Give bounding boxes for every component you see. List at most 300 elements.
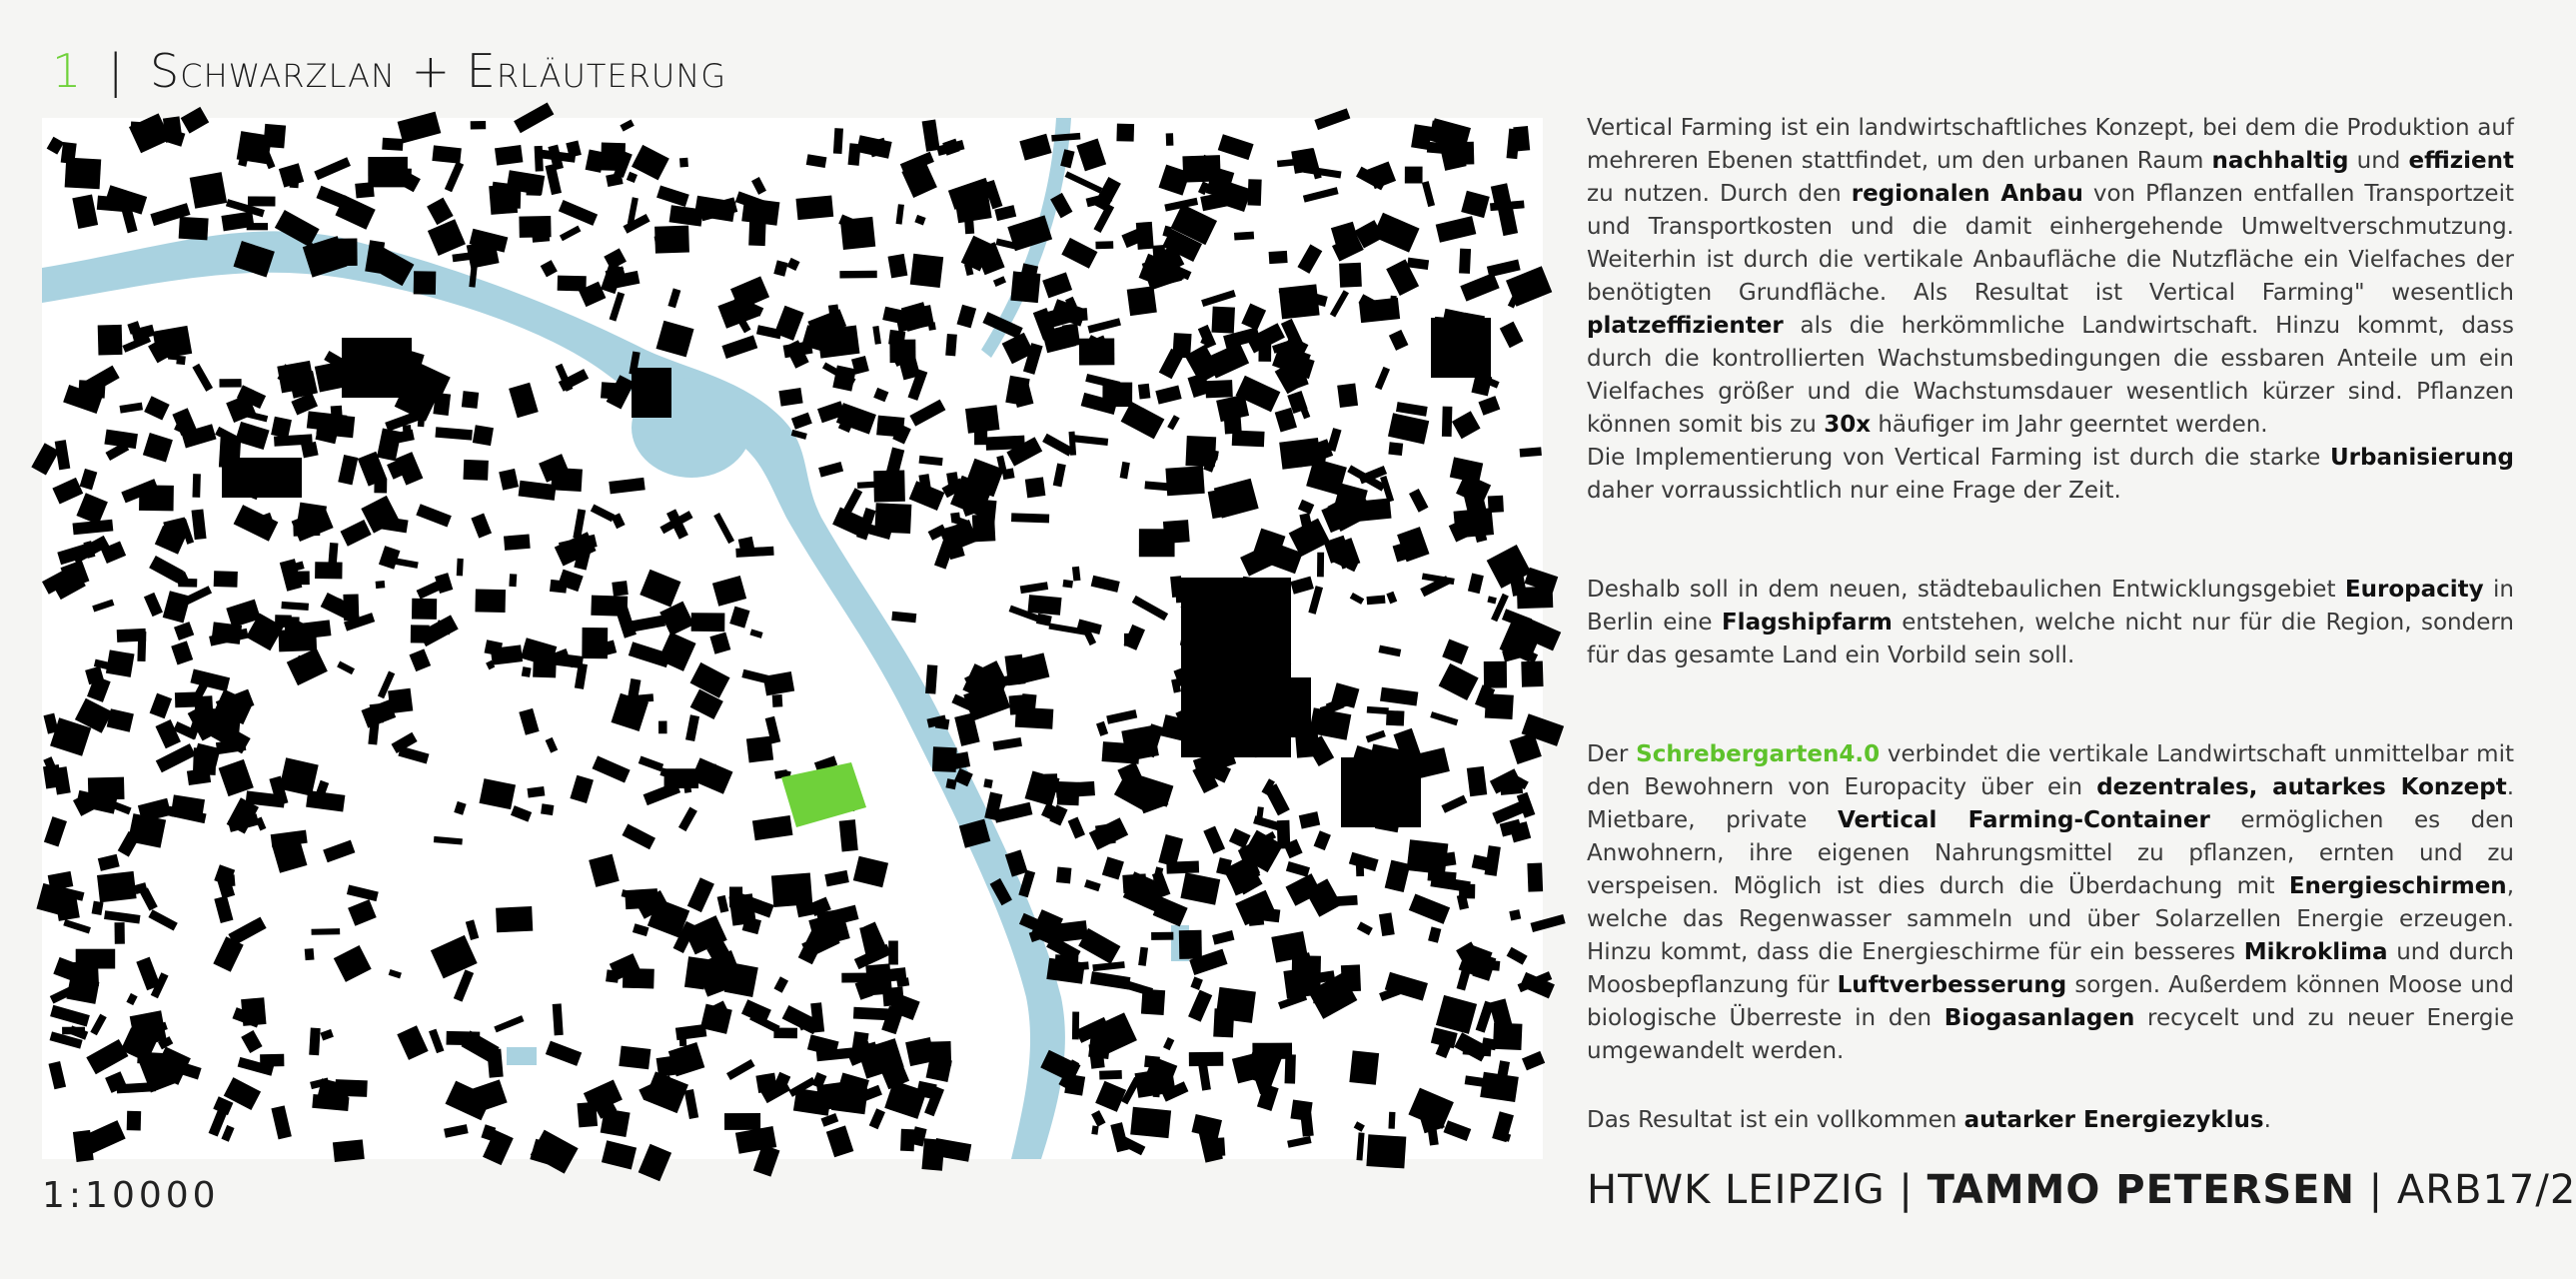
building bbox=[1122, 873, 1146, 893]
building bbox=[491, 182, 521, 206]
building bbox=[606, 969, 619, 982]
building bbox=[305, 948, 315, 960]
building bbox=[1057, 781, 1080, 805]
building bbox=[865, 963, 892, 995]
building bbox=[171, 640, 193, 664]
building bbox=[1189, 1052, 1224, 1066]
building bbox=[1407, 258, 1429, 270]
building bbox=[717, 895, 729, 913]
building bbox=[496, 906, 533, 932]
building bbox=[806, 154, 827, 168]
building bbox=[297, 503, 327, 530]
building bbox=[749, 630, 762, 639]
page-title bbox=[52, 44, 726, 98]
building bbox=[560, 226, 582, 242]
building bbox=[124, 633, 135, 641]
building bbox=[509, 383, 539, 419]
building bbox=[1234, 232, 1254, 241]
building bbox=[454, 801, 466, 815]
building bbox=[685, 924, 700, 932]
building bbox=[839, 271, 876, 279]
building bbox=[601, 143, 626, 172]
large-building bbox=[1431, 318, 1491, 378]
building bbox=[1201, 290, 1236, 307]
building bbox=[1314, 108, 1350, 130]
building bbox=[1106, 709, 1137, 724]
building bbox=[1308, 586, 1323, 615]
building bbox=[98, 854, 120, 871]
building bbox=[148, 909, 177, 930]
map-svg bbox=[42, 118, 1543, 1159]
building bbox=[1357, 921, 1373, 935]
building bbox=[721, 335, 757, 359]
building bbox=[1061, 238, 1097, 269]
building bbox=[771, 872, 812, 907]
building bbox=[1120, 462, 1130, 479]
building bbox=[786, 258, 799, 271]
building bbox=[1484, 661, 1507, 688]
building bbox=[690, 662, 730, 698]
building bbox=[748, 221, 765, 246]
building bbox=[1366, 730, 1386, 743]
building bbox=[1124, 634, 1137, 646]
page-title-text: Schwarzlan + Erläuterung bbox=[150, 44, 727, 98]
building bbox=[654, 226, 689, 254]
building bbox=[993, 276, 1006, 287]
building bbox=[106, 649, 135, 676]
building bbox=[348, 899, 377, 926]
building bbox=[192, 509, 207, 540]
building bbox=[528, 786, 546, 798]
building bbox=[234, 505, 279, 542]
building bbox=[1102, 383, 1132, 408]
building bbox=[1188, 990, 1212, 1022]
building bbox=[1203, 826, 1225, 854]
building bbox=[546, 1041, 582, 1066]
building bbox=[120, 403, 144, 414]
building bbox=[137, 632, 146, 661]
building bbox=[1166, 861, 1199, 874]
building bbox=[499, 469, 519, 491]
building bbox=[1151, 932, 1173, 940]
building bbox=[214, 571, 238, 587]
building bbox=[192, 364, 213, 392]
building bbox=[925, 664, 937, 693]
building bbox=[609, 478, 644, 495]
building bbox=[712, 576, 746, 607]
building bbox=[1269, 251, 1288, 264]
building bbox=[97, 871, 137, 902]
building bbox=[541, 803, 554, 815]
building bbox=[494, 1015, 524, 1032]
building bbox=[675, 1024, 706, 1040]
building bbox=[1179, 930, 1202, 959]
building bbox=[622, 824, 655, 850]
building bbox=[1074, 435, 1109, 446]
building bbox=[945, 334, 957, 356]
building bbox=[271, 830, 308, 848]
building bbox=[709, 633, 730, 654]
building bbox=[1379, 912, 1395, 936]
large-building bbox=[1231, 677, 1311, 737]
building bbox=[247, 223, 268, 230]
building bbox=[591, 505, 616, 523]
building bbox=[163, 591, 191, 623]
building bbox=[606, 173, 623, 187]
building bbox=[389, 969, 402, 978]
building bbox=[582, 628, 608, 658]
building bbox=[601, 1108, 631, 1137]
building bbox=[1287, 1136, 1311, 1148]
description-text bbox=[1587, 112, 2514, 1137]
building bbox=[1428, 1128, 1439, 1145]
footer-separator: | bbox=[1899, 1167, 1914, 1213]
footer-credits bbox=[1587, 1167, 2576, 1213]
building bbox=[1102, 856, 1124, 879]
building bbox=[219, 759, 254, 796]
building bbox=[519, 481, 557, 501]
building bbox=[1095, 1081, 1126, 1112]
building bbox=[678, 807, 697, 832]
building bbox=[334, 945, 372, 982]
building bbox=[531, 1130, 579, 1174]
building bbox=[49, 1061, 67, 1089]
building bbox=[471, 121, 487, 130]
building bbox=[1020, 582, 1048, 594]
building bbox=[427, 198, 454, 226]
building bbox=[1090, 971, 1130, 989]
building bbox=[778, 388, 802, 407]
building bbox=[1350, 593, 1364, 605]
building bbox=[1084, 879, 1101, 891]
building bbox=[1299, 811, 1320, 828]
building bbox=[659, 602, 694, 637]
building bbox=[888, 330, 905, 346]
building bbox=[1442, 407, 1452, 437]
building bbox=[150, 693, 172, 719]
building bbox=[773, 976, 788, 992]
building bbox=[220, 379, 242, 388]
building bbox=[1407, 839, 1449, 874]
paragraph-4: Das Resultat ist ein vollkommen autarker Energiezyklus. bbox=[1587, 1107, 2271, 1133]
building bbox=[1492, 800, 1526, 824]
building bbox=[1259, 907, 1280, 922]
building bbox=[179, 217, 209, 240]
building bbox=[1088, 1032, 1111, 1059]
building bbox=[853, 856, 888, 887]
building bbox=[398, 746, 429, 764]
building bbox=[144, 396, 170, 420]
building bbox=[972, 514, 996, 542]
building bbox=[1087, 318, 1121, 333]
building bbox=[919, 456, 943, 466]
building bbox=[1479, 396, 1501, 416]
building bbox=[1459, 249, 1471, 274]
building bbox=[153, 326, 193, 360]
building bbox=[314, 157, 351, 180]
building bbox=[445, 162, 464, 193]
building bbox=[1095, 241, 1113, 249]
building bbox=[174, 622, 194, 640]
building bbox=[1062, 580, 1073, 589]
building bbox=[1389, 330, 1409, 351]
building bbox=[1138, 947, 1148, 966]
building bbox=[279, 757, 318, 795]
building bbox=[403, 425, 412, 432]
building bbox=[412, 599, 437, 620]
building bbox=[471, 514, 492, 539]
building bbox=[434, 836, 463, 845]
building bbox=[891, 612, 916, 624]
building bbox=[993, 737, 1022, 750]
building bbox=[1485, 845, 1501, 876]
building bbox=[746, 736, 773, 763]
building bbox=[1442, 640, 1469, 665]
building bbox=[1359, 298, 1400, 323]
building bbox=[1198, 1063, 1211, 1091]
small-pool bbox=[507, 1047, 537, 1065]
building bbox=[1487, 545, 1532, 589]
building bbox=[127, 1111, 142, 1131]
building bbox=[824, 870, 849, 886]
building bbox=[856, 135, 892, 159]
building bbox=[341, 520, 372, 547]
building bbox=[932, 746, 957, 772]
building bbox=[1457, 965, 1472, 991]
building bbox=[639, 756, 663, 772]
building-blocks bbox=[31, 102, 1565, 1181]
building bbox=[619, 1046, 650, 1070]
building bbox=[55, 440, 71, 470]
building bbox=[241, 1030, 262, 1053]
building bbox=[633, 923, 649, 936]
building bbox=[1116, 124, 1134, 142]
building bbox=[1241, 304, 1266, 331]
building bbox=[1521, 661, 1543, 687]
building bbox=[1265, 783, 1290, 815]
building bbox=[1431, 1027, 1458, 1048]
building bbox=[126, 993, 137, 1005]
building bbox=[1317, 553, 1324, 578]
building bbox=[910, 254, 943, 288]
building bbox=[1297, 244, 1322, 273]
building bbox=[751, 177, 766, 195]
figure-ground-map bbox=[42, 118, 1543, 1159]
building bbox=[244, 411, 268, 423]
building bbox=[181, 107, 210, 134]
building bbox=[1459, 884, 1475, 899]
building bbox=[1132, 596, 1168, 621]
building bbox=[1165, 466, 1204, 496]
building bbox=[1042, 434, 1073, 457]
building bbox=[73, 520, 114, 536]
building bbox=[76, 493, 107, 525]
building bbox=[1212, 930, 1234, 945]
building bbox=[1492, 1111, 1514, 1142]
project-site-highlight bbox=[781, 762, 866, 827]
building bbox=[773, 260, 787, 276]
building bbox=[31, 443, 59, 475]
building bbox=[1522, 1051, 1545, 1070]
author-name: TAMMO PETERSEN bbox=[1927, 1167, 2355, 1213]
building bbox=[772, 694, 783, 707]
building bbox=[379, 516, 409, 533]
building bbox=[667, 288, 680, 308]
building bbox=[187, 768, 211, 786]
building bbox=[1091, 1110, 1105, 1127]
building bbox=[1337, 384, 1358, 409]
building bbox=[115, 922, 125, 944]
building bbox=[1252, 1043, 1292, 1059]
building bbox=[957, 305, 977, 329]
building bbox=[504, 535, 531, 551]
building bbox=[287, 647, 328, 685]
building bbox=[347, 885, 379, 902]
building bbox=[729, 607, 749, 629]
building bbox=[63, 919, 91, 933]
building bbox=[43, 764, 62, 788]
building bbox=[1011, 513, 1049, 523]
building bbox=[398, 112, 442, 144]
building bbox=[818, 462, 843, 478]
building bbox=[624, 214, 650, 234]
building bbox=[309, 1028, 320, 1056]
building bbox=[1185, 436, 1216, 467]
building bbox=[193, 474, 201, 498]
building bbox=[1277, 820, 1290, 849]
building bbox=[1298, 500, 1314, 515]
building bbox=[1422, 181, 1435, 207]
building bbox=[92, 901, 104, 915]
building bbox=[1025, 477, 1046, 498]
building bbox=[1138, 384, 1151, 400]
building bbox=[1065, 171, 1103, 193]
building bbox=[1386, 710, 1404, 726]
building bbox=[393, 558, 418, 569]
building bbox=[1430, 711, 1458, 725]
building bbox=[1428, 926, 1441, 942]
building bbox=[1091, 576, 1120, 593]
building bbox=[1127, 286, 1157, 316]
building bbox=[1366, 1134, 1406, 1168]
building bbox=[289, 572, 310, 586]
footer-separator: | bbox=[2368, 1167, 2384, 1213]
building bbox=[1053, 464, 1066, 488]
building bbox=[92, 600, 114, 613]
building bbox=[509, 574, 517, 587]
building bbox=[601, 382, 620, 399]
building bbox=[1232, 431, 1265, 448]
page-number: 1 bbox=[52, 44, 83, 98]
building bbox=[833, 128, 843, 154]
building bbox=[1396, 402, 1428, 417]
building bbox=[873, 388, 888, 402]
building bbox=[303, 620, 332, 639]
building bbox=[1461, 191, 1490, 218]
building bbox=[519, 708, 539, 735]
building bbox=[558, 276, 587, 292]
building bbox=[914, 215, 925, 226]
building bbox=[1355, 498, 1391, 522]
building bbox=[1463, 1043, 1492, 1056]
building bbox=[495, 145, 523, 166]
building bbox=[1436, 995, 1477, 1034]
building bbox=[338, 455, 358, 485]
large-building bbox=[222, 458, 302, 498]
building bbox=[842, 488, 862, 515]
building bbox=[1476, 1001, 1495, 1033]
building bbox=[47, 137, 64, 155]
building bbox=[72, 194, 98, 229]
building bbox=[69, 961, 99, 987]
building bbox=[485, 640, 503, 655]
building bbox=[263, 124, 286, 149]
building bbox=[1500, 322, 1524, 349]
building bbox=[592, 755, 630, 782]
building bbox=[1452, 411, 1481, 439]
building bbox=[848, 143, 861, 166]
building bbox=[519, 216, 551, 238]
building bbox=[1367, 596, 1386, 606]
building bbox=[213, 1096, 233, 1115]
building bbox=[1527, 863, 1543, 892]
building bbox=[464, 460, 489, 481]
building bbox=[337, 661, 355, 675]
building bbox=[1139, 529, 1175, 557]
building bbox=[1507, 129, 1521, 159]
paragraph-1b: Die Implementierung von Vertical Farming ist durch die starke Urbanisierung daher vorraussichtlich nur eine Frage der Zeit. bbox=[1587, 445, 2514, 504]
building bbox=[752, 815, 793, 840]
building bbox=[1279, 438, 1321, 470]
building bbox=[658, 721, 667, 734]
building bbox=[50, 986, 75, 1004]
building bbox=[1385, 860, 1411, 892]
building bbox=[1468, 574, 1484, 595]
building bbox=[1079, 338, 1114, 365]
building bbox=[1144, 481, 1169, 491]
building bbox=[85, 1120, 126, 1153]
building bbox=[896, 204, 904, 224]
building bbox=[479, 778, 516, 809]
building bbox=[306, 790, 345, 811]
building bbox=[591, 596, 628, 617]
building bbox=[190, 669, 230, 692]
building bbox=[1328, 895, 1357, 906]
building bbox=[1388, 442, 1403, 456]
building bbox=[1380, 687, 1418, 706]
building bbox=[1163, 1037, 1174, 1050]
building bbox=[570, 775, 594, 803]
building bbox=[857, 481, 880, 488]
building bbox=[1199, 1129, 1223, 1163]
building bbox=[1488, 496, 1504, 513]
building bbox=[1388, 413, 1429, 444]
building bbox=[546, 737, 559, 753]
building bbox=[1167, 415, 1179, 430]
building bbox=[1076, 139, 1106, 172]
building bbox=[429, 1029, 444, 1054]
building bbox=[1356, 1132, 1364, 1160]
building bbox=[1520, 447, 1542, 457]
building bbox=[1299, 513, 1312, 528]
building bbox=[1286, 861, 1310, 877]
building bbox=[44, 713, 59, 734]
building bbox=[1388, 1112, 1395, 1129]
building bbox=[1507, 947, 1528, 965]
building bbox=[1509, 909, 1521, 920]
paragraph-2: Deshalb soll in dem neuen, städtebaulichen Entwicklungsgebiet Europacity in Berlin eine Flagshipfarm entstehen, welche nicht nur für die Region, sondern für das gesamte Land ein Vorbild sein soll. bbox=[1587, 577, 2514, 668]
building bbox=[44, 816, 67, 846]
